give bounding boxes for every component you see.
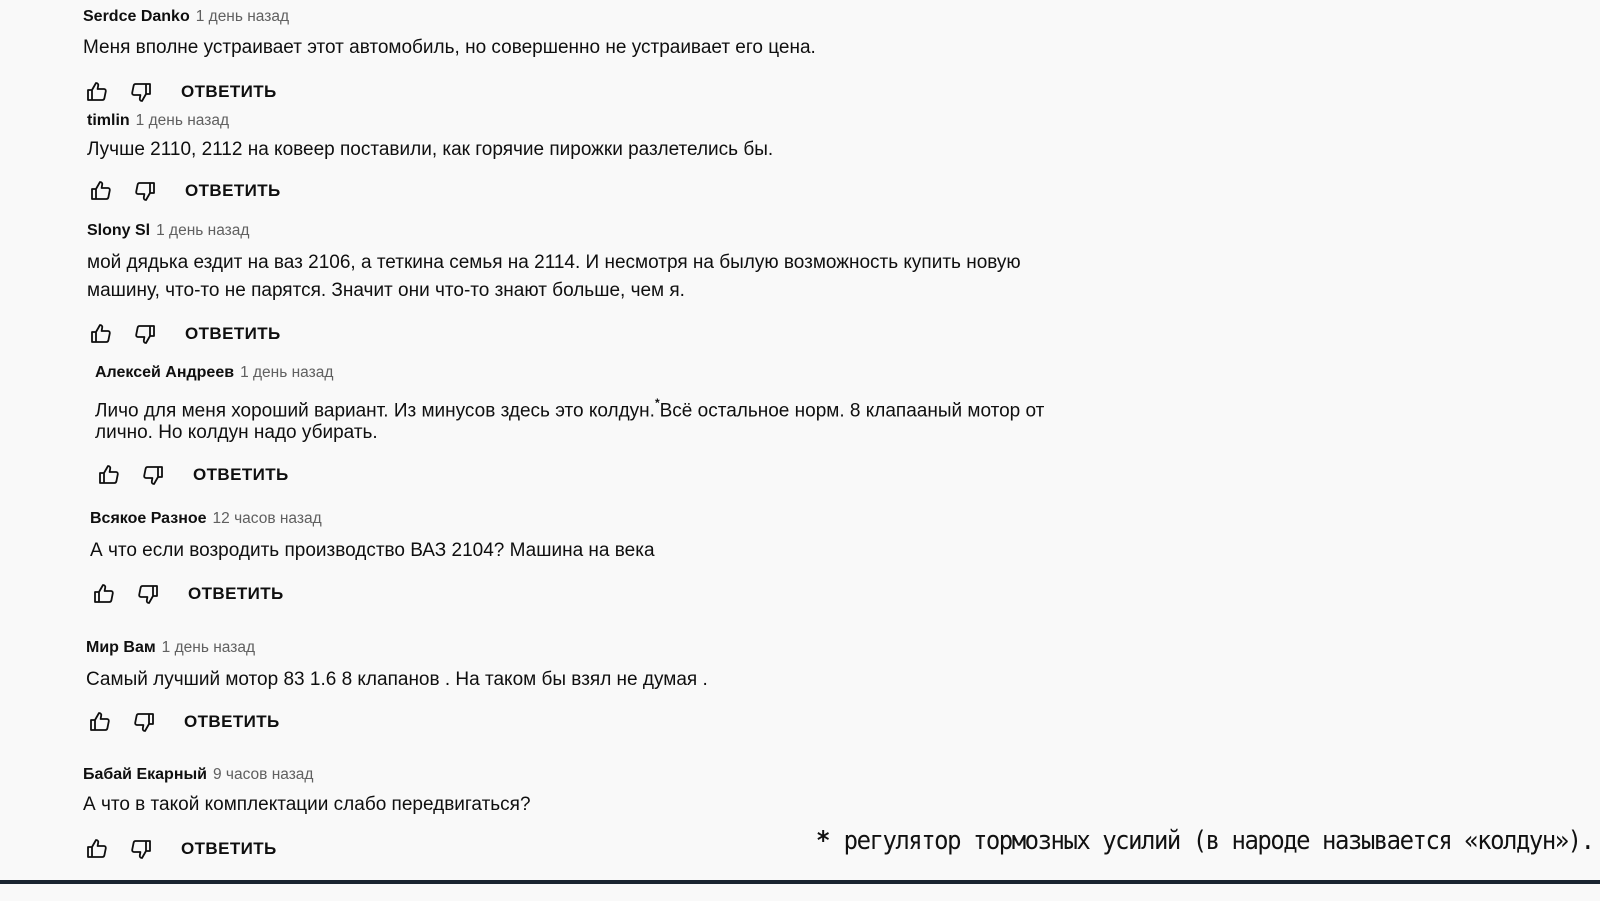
like-button[interactable] — [83, 836, 111, 862]
reply-button[interactable]: ОТВЕТИТЬ — [181, 839, 277, 858]
dislike-button[interactable] — [127, 836, 155, 862]
comment-author[interactable]: Всякое Разное — [90, 510, 207, 527]
thumb-down-icon — [132, 710, 156, 734]
thumb-up-icon — [97, 463, 121, 487]
comment-author[interactable]: timlin — [87, 112, 130, 129]
like-button[interactable] — [90, 581, 118, 607]
dislike-button[interactable] — [139, 462, 167, 488]
bottom-divider — [0, 880, 1600, 884]
comment-timestamp[interactable]: 1 день назад — [240, 364, 334, 381]
thumb-down-icon — [133, 179, 157, 203]
comment-author[interactable]: Serdce Danko — [83, 8, 190, 25]
reply-button[interactable]: ОТВЕТИТЬ — [184, 712, 280, 731]
comment-text-part: Личо для меня хороший вариант. Из минусов здесь это колдун. — [95, 400, 655, 422]
thumb-down-icon — [129, 837, 153, 861]
comment-author[interactable]: Мир Вам — [86, 639, 156, 656]
dislike-button[interactable] — [130, 709, 158, 735]
thumb-up-icon — [85, 837, 109, 861]
dislike-button[interactable] — [127, 79, 155, 105]
footnote-marker: * — [654, 396, 660, 410]
thumb-down-icon — [129, 80, 153, 104]
thumb-down-icon — [141, 463, 165, 487]
like-button[interactable] — [83, 79, 111, 105]
comment-text-part: Всё остальное норм. 8 клапааный мотор от — [659, 400, 1045, 422]
like-button[interactable] — [95, 462, 123, 488]
comment-text-line-2: машину, что-то не парятся. Значит они что-то знают больше, чем я. — [87, 280, 685, 301]
footnote-text: регулятор тормозных усилий (в народе называется «колдун»). — [843, 826, 1594, 856]
like-button[interactable] — [86, 709, 114, 735]
comment-text: А что в такой комплектации слабо передвигаться? — [83, 794, 531, 815]
reply-button[interactable]: ОТВЕТИТЬ — [193, 465, 289, 484]
comment-text: Лучше 2110, 2112 на ковеер поставили, как горячие пирожки разлетелись бы. — [87, 139, 774, 160]
comment-text-line-2: лично. Но колдун надо убирать. — [95, 422, 378, 443]
comment-timestamp[interactable]: 1 день назад — [161, 639, 255, 656]
comment-timestamp[interactable]: 1 день назад — [156, 222, 250, 239]
comment-text: А что если возродить производство ВАЗ 2104? Машина на века — [90, 540, 655, 561]
comment-actions — [83, 836, 277, 862]
thumb-up-icon — [85, 80, 109, 104]
thumb-down-icon — [136, 582, 160, 606]
dislike-button[interactable] — [134, 581, 162, 607]
comment-text: Меня вполне устраивает этот автомобиль, но совершенно не устраивает его цена. — [83, 37, 816, 58]
comment-author[interactable]: Алексей Андреев — [95, 364, 235, 381]
like-button[interactable] — [87, 321, 115, 347]
comment-timestamp[interactable]: 1 день назад — [195, 8, 290, 25]
footnote-marker: * — [816, 826, 829, 856]
comment-author[interactable]: Slony Sl — [87, 222, 151, 239]
reply-button[interactable]: ОТВЕТИТЬ — [181, 82, 277, 101]
comment-timestamp[interactable]: 9 часов назад — [212, 766, 314, 783]
comment-text-line-1: мой дядька ездит на ваз 2106, а теткина семья на 2114. И несмотря на былую возможность купить новую — [87, 252, 1021, 273]
comment-actions — [95, 462, 289, 488]
comment-timestamp[interactable]: 1 день назад — [135, 112, 229, 129]
like-button[interactable] — [87, 178, 115, 204]
reply-button[interactable]: ОТВЕТИТЬ — [185, 324, 281, 343]
thumb-up-icon — [88, 710, 112, 734]
thumb-up-icon — [89, 179, 113, 203]
comment-actions — [83, 79, 277, 105]
comment-text: Самый лучший мотор 83 1.6 8 клапанов . На таком бы взял не думая . — [86, 669, 708, 690]
dislike-button[interactable] — [131, 321, 159, 347]
comment-author[interactable]: Бабай Екарный — [83, 766, 207, 783]
reply-button[interactable]: ОТВЕТИТЬ — [188, 584, 284, 603]
comment-actions — [87, 321, 281, 347]
dislike-button[interactable] — [131, 178, 159, 204]
comment-actions — [90, 581, 284, 607]
comment-actions — [86, 709, 280, 735]
thumb-down-icon — [133, 322, 157, 346]
reply-button[interactable]: ОТВЕТИТЬ — [185, 181, 281, 200]
thumb-up-icon — [92, 582, 116, 606]
comment-actions — [87, 178, 281, 204]
thumb-up-icon — [89, 322, 113, 346]
footnote — [816, 826, 1594, 856]
comment-timestamp[interactable]: 12 часов назад — [212, 510, 322, 527]
